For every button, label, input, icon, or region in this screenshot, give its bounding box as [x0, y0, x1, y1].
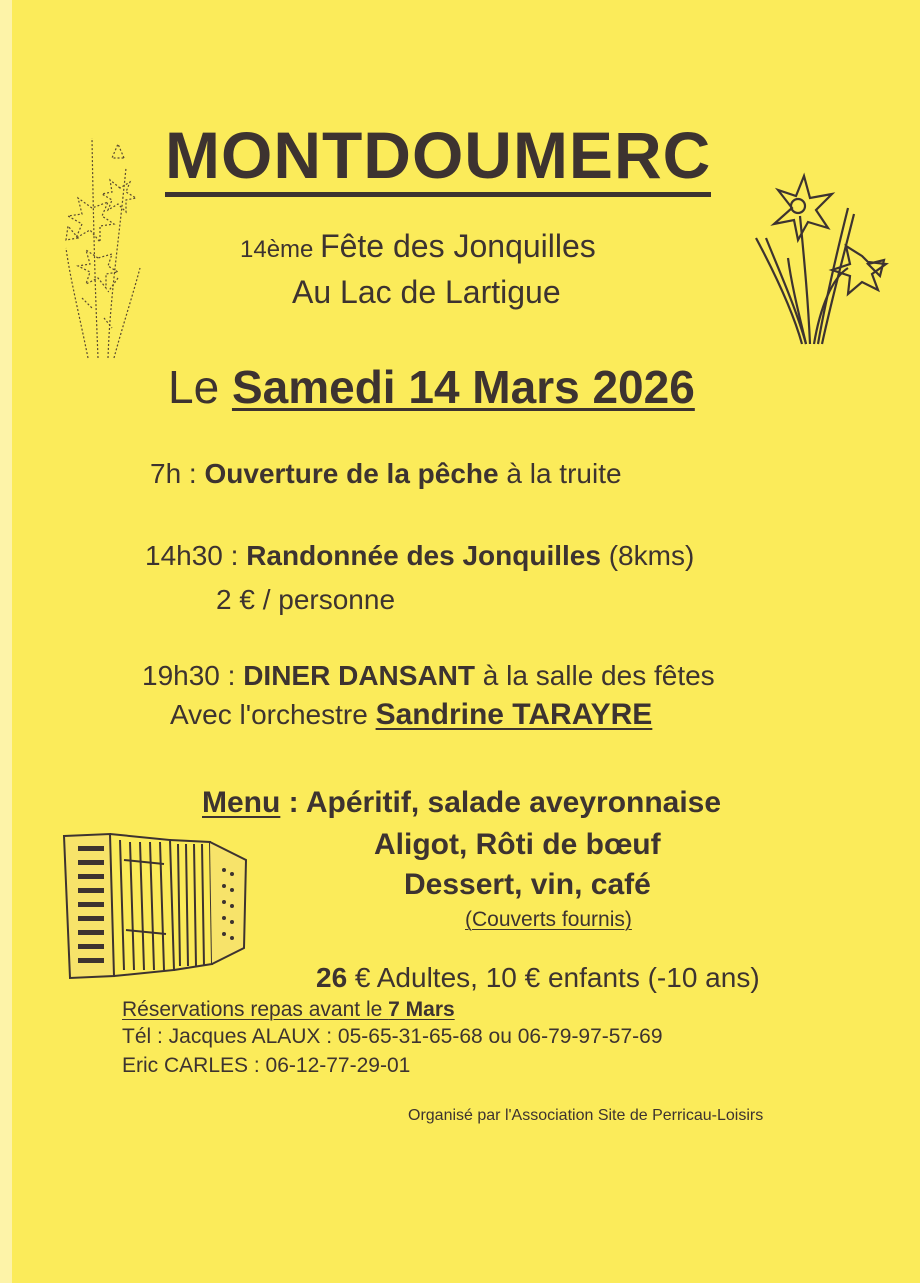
- reservations-deadline: Réservations repas avant le: [122, 998, 389, 1021]
- schedule-item-dinner: [142, 660, 715, 692]
- orchestra-name: Sandrine TARAYRE: [375, 698, 653, 731]
- reservations-heading: [122, 998, 455, 1022]
- schedule-time: 19h30 :: [142, 660, 244, 691]
- menu-note: (Couverts fournis): [465, 908, 632, 931]
- contact-line-2: Eric CARLES : 06-12-77-29-01: [122, 1054, 411, 1077]
- orchestra-prefix: Avec l'orchestre: [170, 699, 376, 730]
- schedule-detail: à la salle des fêtes: [474, 660, 715, 691]
- prices: [316, 962, 760, 994]
- schedule-item-fishing: [150, 458, 622, 490]
- edition-number: 14ème: [240, 236, 321, 263]
- schedule-event: Randonnée des Jonquilles: [246, 540, 601, 571]
- menu-line-3: Dessert, vin, café: [404, 868, 651, 901]
- date-value: Samedi 14 Mars 2026: [231, 361, 695, 413]
- price-details: € Adultes, 10 € enfants (-10 ans): [347, 962, 760, 993]
- menu-label: Menu: [202, 786, 281, 819]
- schedule-event: Ouverture de la pêche: [204, 458, 499, 489]
- contact-line-1: Tél : Jacques ALAUX : 05-65-31-65-68 ou 06-79-97-57-69: [122, 1025, 663, 1048]
- event-edition: [240, 228, 596, 265]
- menu-item: Apéritif, salade aveyronnaise: [305, 786, 722, 819]
- page-title: MONTDOUMERC: [165, 118, 711, 197]
- event-location: Au Lac de Lartigue: [292, 274, 561, 310]
- schedule-detail: à la truite: [498, 458, 622, 489]
- menu-line-1: [202, 786, 721, 820]
- schedule-detail: (8kms): [600, 540, 695, 571]
- orchestra-line: [170, 698, 652, 732]
- daffodil-icon: [752, 168, 892, 348]
- daffodil-sketch-icon: [58, 128, 148, 363]
- paper-edge: [0, 0, 12, 1283]
- accordion-icon: [60, 830, 252, 980]
- organizer: Organisé par l'Association Site de Perricau-Loisirs: [408, 1107, 764, 1124]
- adult-price: 26: [316, 962, 348, 993]
- menu-line-2: Aligot, Rôti de bœuf: [374, 828, 661, 861]
- hike-price: 2 € / personne: [216, 584, 396, 615]
- event-date: [168, 360, 695, 414]
- event-name: Fête des Jonquilles: [320, 228, 596, 264]
- schedule-time: 7h :: [150, 458, 205, 489]
- schedule-time: 14h30 :: [145, 540, 247, 571]
- menu-colon: :: [280, 786, 306, 819]
- schedule-event: DINER DANSANT: [243, 660, 475, 691]
- date-prefix: Le: [168, 361, 232, 413]
- schedule-item-hike: [145, 540, 694, 572]
- reservations-date: 7 Mars: [388, 998, 455, 1021]
